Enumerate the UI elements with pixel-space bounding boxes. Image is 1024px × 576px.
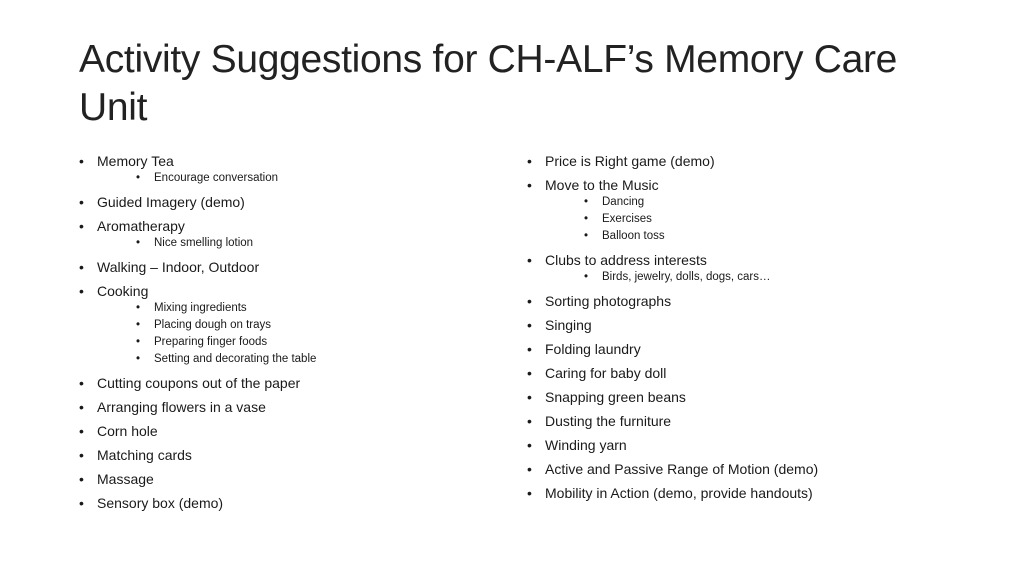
list-item-text: Sensory box (demo) xyxy=(97,495,224,511)
list-item xyxy=(79,258,499,276)
list-item-text: Folding laundry xyxy=(545,341,641,357)
sub-list-item xyxy=(115,317,499,334)
bullet-icon: • xyxy=(527,365,532,381)
list-item-text: Cutting coupons out of the paper xyxy=(97,375,301,391)
bullet-icon: • xyxy=(527,341,532,357)
bullet-icon: • xyxy=(79,218,84,234)
bullet-icon: • xyxy=(527,317,532,333)
bullet-icon: • xyxy=(79,471,84,487)
bullet-icon: • xyxy=(136,172,141,184)
list-item xyxy=(527,316,947,334)
list-item-text: Snapping green beans xyxy=(545,389,686,405)
bullet-icon: • xyxy=(527,437,532,453)
sub-list-item xyxy=(563,228,947,245)
sub-list-item-text: Preparing finger foods xyxy=(154,336,268,348)
sub-list-item-text: Placing dough on trays xyxy=(154,319,271,331)
list-item-text: Cooking xyxy=(97,283,149,299)
list-item xyxy=(79,152,499,187)
sub-list-item xyxy=(115,170,499,187)
list-item-text: Corn hole xyxy=(97,423,158,439)
list-item xyxy=(79,470,499,488)
sub-list-item-text: Dancing xyxy=(602,196,645,208)
list-item-text: Dusting the furniture xyxy=(545,413,672,429)
list-item xyxy=(527,364,947,382)
list-item xyxy=(79,398,499,416)
sub-list-item-text: Exercises xyxy=(602,213,652,225)
left-bullet-list xyxy=(79,152,499,512)
left-column xyxy=(79,150,499,512)
bullet-icon: • xyxy=(584,213,589,225)
bullet-icon: • xyxy=(527,293,532,309)
right-bullet-list xyxy=(527,152,947,502)
bullet-icon: • xyxy=(136,302,141,314)
sub-list xyxy=(97,300,499,368)
list-item xyxy=(79,374,499,392)
sub-list-item xyxy=(115,351,499,368)
sub-list-item-text: Birds, jewelry, dolls, dogs, cars… xyxy=(602,271,771,283)
list-item xyxy=(527,152,947,170)
list-item-text: Walking – Indoor, Outdoor xyxy=(97,259,260,275)
sub-list-item xyxy=(563,211,947,228)
list-item xyxy=(79,282,499,368)
bullet-icon: • xyxy=(79,423,84,439)
sub-list-item xyxy=(563,194,947,211)
sub-list-item-text: Setting and decorating the table xyxy=(154,353,317,365)
sub-list-item xyxy=(115,334,499,351)
sub-list-item xyxy=(115,300,499,317)
list-item xyxy=(527,292,947,310)
sub-list-item-text: Mixing ingredients xyxy=(154,302,247,314)
bullet-icon: • xyxy=(136,353,141,365)
bullet-icon: • xyxy=(79,495,84,511)
bullet-icon: • xyxy=(79,153,84,169)
bullet-icon: • xyxy=(527,153,532,169)
list-item xyxy=(527,460,947,478)
sub-list-item-text: Encourage conversation xyxy=(154,172,279,184)
list-item-text: Winding yarn xyxy=(545,437,627,453)
list-item-text: Guided Imagery (demo) xyxy=(97,194,245,210)
list-item xyxy=(527,388,947,406)
sub-list xyxy=(545,269,947,286)
bullet-icon: • xyxy=(584,230,589,242)
list-item-text: Clubs to address interests xyxy=(545,252,707,268)
sub-list xyxy=(97,235,499,252)
list-item-text: Arranging flowers in a vase xyxy=(97,399,266,415)
list-item-text: Memory Tea xyxy=(97,153,174,169)
list-item-text: Matching cards xyxy=(97,447,192,463)
sub-list-item xyxy=(115,235,499,252)
list-item xyxy=(79,446,499,464)
list-item-text: Massage xyxy=(97,471,154,487)
sub-list-item-text: Nice smelling lotion xyxy=(154,237,254,249)
bullet-icon: • xyxy=(79,375,84,391)
right-column xyxy=(527,150,947,502)
list-item xyxy=(527,436,947,454)
list-item xyxy=(79,422,499,440)
list-item-text: Singing xyxy=(545,317,592,333)
list-item-text: Aromatherapy xyxy=(97,218,185,234)
bullet-icon: • xyxy=(527,252,532,268)
list-item-text: Caring for baby doll xyxy=(545,365,667,381)
bullet-icon: • xyxy=(79,283,84,299)
bullet-icon: • xyxy=(584,196,589,208)
list-item xyxy=(79,494,499,512)
list-item xyxy=(527,412,947,430)
bullet-icon: • xyxy=(136,336,141,348)
sub-list xyxy=(545,194,947,245)
bullet-icon: • xyxy=(136,237,141,249)
bullet-icon: • xyxy=(584,271,589,283)
bullet-icon: • xyxy=(527,389,532,405)
list-item xyxy=(527,251,947,286)
list-item-text: Price is Right game (demo) xyxy=(545,153,715,169)
bullet-icon: • xyxy=(79,447,84,463)
bullet-icon: • xyxy=(527,177,532,193)
list-item-text: Sorting photographs xyxy=(545,293,672,309)
list-item-text: Active and Passive Range of Motion (demo) xyxy=(545,461,819,477)
list-item xyxy=(79,193,499,211)
sub-list-item-text: Balloon toss xyxy=(602,230,665,242)
sub-list xyxy=(97,170,499,187)
list-item xyxy=(527,484,947,502)
bullet-icon: • xyxy=(527,461,532,477)
list-item xyxy=(527,340,947,358)
list-item xyxy=(527,176,947,245)
bullet-icon: • xyxy=(136,319,141,331)
bullet-icon: • xyxy=(79,259,84,275)
bullet-icon: • xyxy=(527,485,532,501)
slide-title: Activity Suggestions for CH-ALF’s Memory Care Unit xyxy=(79,38,898,129)
bullet-icon: • xyxy=(79,399,84,415)
sub-list-item xyxy=(563,269,947,286)
list-item xyxy=(79,217,499,252)
bullet-icon: • xyxy=(527,413,532,429)
list-item-text: Mobility in Action (demo, provide handouts) xyxy=(545,485,813,501)
bullet-icon: • xyxy=(79,194,84,210)
list-item-text: Move to the Music xyxy=(545,177,659,193)
